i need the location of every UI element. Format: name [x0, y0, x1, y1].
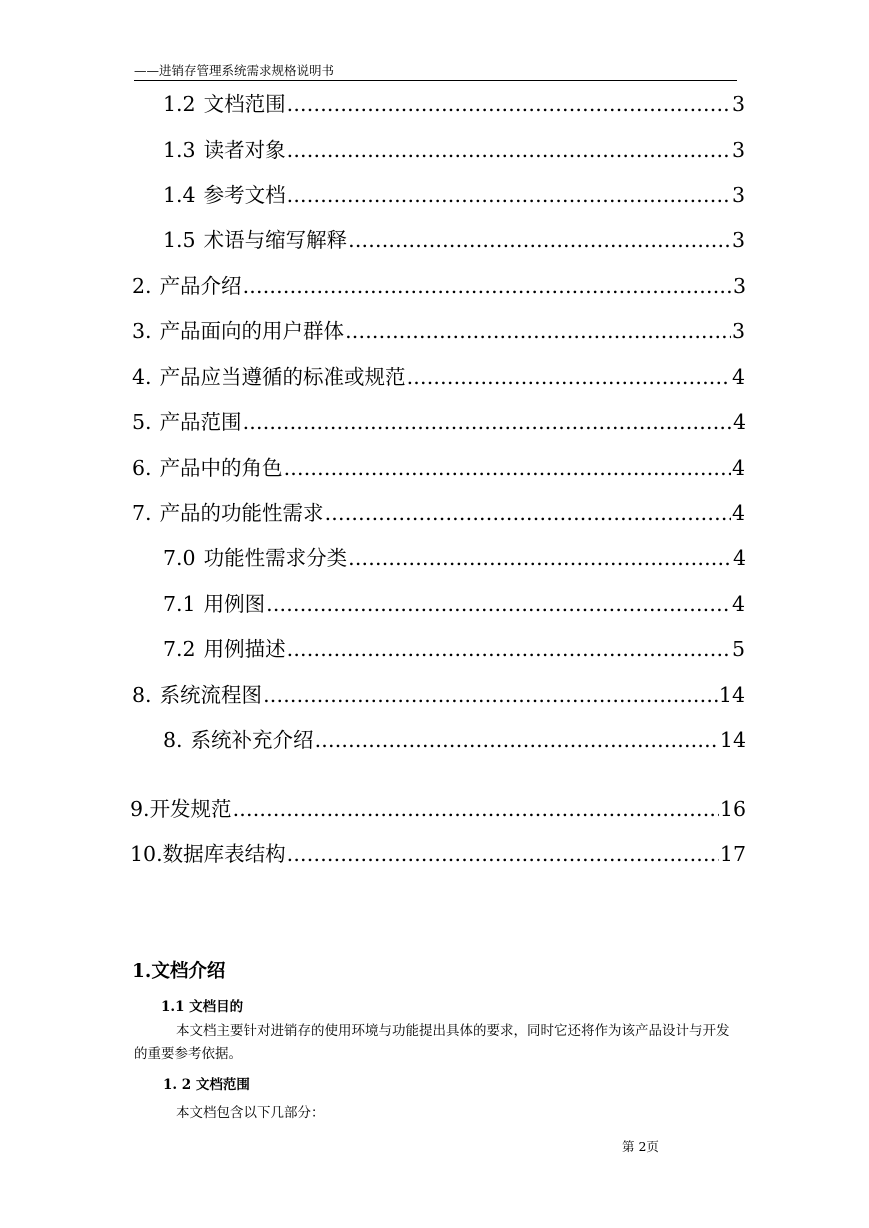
- toc-entry-page: 4: [732, 546, 746, 570]
- toc-dot-leader: [345, 318, 731, 344]
- toc-entry-title: 系统流程图: [159, 683, 263, 707]
- toc-entry-number: 6.: [132, 456, 152, 480]
- toc-dot-leader: [287, 182, 731, 208]
- toc-dot-leader: [287, 137, 731, 163]
- toc-entry-title: 参考文档: [203, 183, 286, 207]
- toc-entry-page: 3: [732, 274, 746, 298]
- toc-entry[interactable]: [132, 273, 746, 299]
- toc-dot-leader: [243, 409, 732, 435]
- toc-dot-leader: [243, 273, 732, 299]
- toc-entry-page: 17: [719, 842, 746, 866]
- toc-entry-number: 9.: [130, 797, 150, 821]
- toc-entry[interactable]: [163, 727, 746, 753]
- toc-dot-leader: [348, 545, 732, 571]
- toc-entry[interactable]: [130, 796, 746, 822]
- toc-entry-number: 2.: [132, 274, 152, 298]
- toc-entry-page: 3: [731, 319, 745, 343]
- body-paragraph: 本文档主要针对进销存的使用环境与功能提出具体的要求，同时它还将作为该产品设计与开发的重要参考依据。: [134, 1023, 730, 1062]
- body-paragraph: 本文档包含以下几部分：: [176, 1105, 325, 1121]
- toc-entry[interactable]: [132, 409, 746, 435]
- toc-entry[interactable]: [163, 182, 745, 208]
- toc-entry-number: 1.4: [163, 183, 196, 207]
- toc-entry-page: 4: [731, 501, 745, 525]
- page-number: 第 2页: [622, 1139, 659, 1154]
- toc-entry-number: 5.: [132, 410, 152, 434]
- toc-entry[interactable]: [163, 591, 745, 617]
- toc-entry-page: 4: [731, 365, 745, 389]
- toc-entry-number: 3.: [132, 319, 152, 343]
- toc-entry-page: 4: [731, 456, 745, 480]
- toc-entry[interactable]: [132, 682, 745, 708]
- toc-entry-title: 数据库表结构: [162, 842, 286, 866]
- toc-entry-title: 产品中的角色: [159, 456, 283, 480]
- toc-entry[interactable]: [163, 636, 745, 662]
- toc-dot-leader: [348, 227, 731, 253]
- toc-entry[interactable]: [163, 91, 745, 117]
- toc-entry-page: 5: [731, 637, 745, 661]
- toc-dot-leader: [233, 796, 719, 822]
- toc-entry-page: 4: [731, 592, 745, 616]
- toc-entry-title: 产品范围: [159, 410, 242, 434]
- toc-entry-number: 7.0: [163, 546, 196, 570]
- toc-entry-number: 8.: [132, 683, 152, 707]
- toc-entry-page: 3: [731, 138, 745, 162]
- toc-entry-title: 系统补充介绍: [190, 728, 314, 752]
- toc-entry-number: 1.5: [163, 228, 196, 252]
- toc-entry-page: 16: [719, 797, 746, 821]
- running-header: ——进销存管理系统需求规格说明书: [134, 63, 335, 78]
- toc-entry-number: 1.2: [163, 92, 196, 116]
- toc-entry[interactable]: [130, 841, 746, 867]
- toc-entry[interactable]: [132, 364, 745, 390]
- toc-dot-leader: [266, 591, 731, 617]
- toc-dot-leader: [407, 364, 731, 390]
- toc-entry-title: 产品的功能性需求: [159, 501, 324, 525]
- toc-entry[interactable]: [132, 455, 745, 481]
- toc-entry-title: 产品介绍: [159, 274, 242, 298]
- toc-entry-page: 3: [731, 228, 745, 252]
- toc-entry-title: 读者对象: [203, 138, 286, 162]
- toc-entry[interactable]: [132, 318, 745, 344]
- toc-dot-leader: [287, 636, 731, 662]
- subsection-heading: 1.1 文档目的: [161, 999, 244, 1015]
- toc-entry-title: 用例图: [203, 592, 266, 616]
- toc-entry-number: 8.: [163, 728, 183, 752]
- toc-entry-number: 1.3: [163, 138, 196, 162]
- toc-entry-title: 产品应当遵循的标准或规范: [159, 365, 406, 389]
- toc-entry-title: 开发规范: [149, 797, 232, 821]
- toc-entry-number: 4.: [132, 365, 152, 389]
- toc-entry-number: 7.2: [163, 637, 196, 661]
- toc-entry-title: 用例描述: [203, 637, 286, 661]
- toc-entry-title: 功能性需求分类: [203, 546, 348, 570]
- header-divider: [134, 80, 737, 81]
- toc-dot-leader: [284, 455, 731, 481]
- toc-entry-page: 14: [719, 728, 746, 752]
- toc-entry-page: 4: [732, 410, 746, 434]
- toc-entry[interactable]: [163, 227, 745, 253]
- toc-entry[interactable]: [163, 545, 746, 571]
- toc-entry-number: 10.: [130, 842, 163, 866]
- toc-dot-leader: [315, 727, 719, 753]
- toc-entry-number: 7.1: [163, 592, 196, 616]
- toc-entry-page: 3: [731, 183, 745, 207]
- toc-dot-leader: [263, 682, 718, 708]
- toc-dot-leader: [287, 841, 719, 867]
- section-heading: 1.文档介绍: [132, 961, 226, 982]
- toc-entry-title: 产品面向的用户群体: [159, 319, 345, 343]
- toc-entry[interactable]: [132, 500, 745, 526]
- toc-entry-page: 3: [731, 92, 745, 116]
- toc-entry[interactable]: [163, 137, 745, 163]
- toc-entry-title: 文档范围: [203, 92, 286, 116]
- toc-entry-page: 14: [718, 683, 745, 707]
- subsection-heading: 1. 2 文档范围: [163, 1077, 250, 1093]
- toc-dot-leader: [287, 91, 731, 117]
- toc-entry-number: 7.: [132, 501, 152, 525]
- toc-entry-title: 术语与缩写解释: [203, 228, 348, 252]
- toc-dot-leader: [325, 500, 731, 526]
